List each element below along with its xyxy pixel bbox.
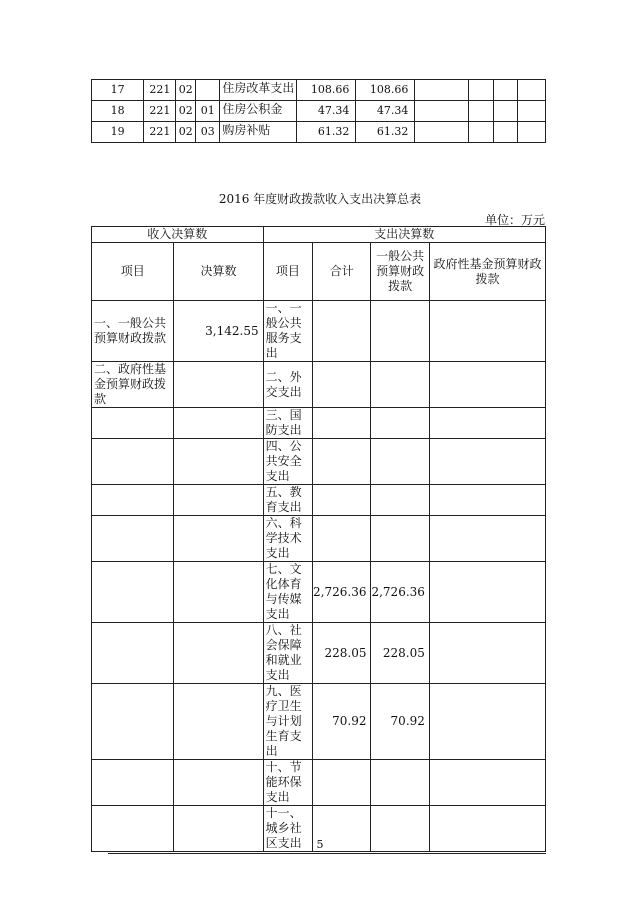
- top-cell-code1: 221: [144, 101, 176, 122]
- cell-total: [313, 362, 371, 408]
- top-cell-empty: [517, 80, 545, 101]
- top-table-row: [92, 80, 546, 101]
- col-amount: 决算数: [174, 243, 263, 301]
- top-cell-item: [220, 80, 297, 101]
- cell-in-amount: [174, 623, 263, 684]
- cell-general: 70.92: [371, 684, 429, 760]
- top-cell-empty: [493, 80, 517, 101]
- cell-in-amount: [174, 684, 263, 760]
- cell-fund: [429, 485, 545, 516]
- income-header: 收入决算数: [92, 227, 264, 243]
- cell-in-amount: [174, 760, 263, 806]
- cell-in-item: [92, 516, 174, 562]
- cell-total: [313, 485, 371, 516]
- main-table-row: [92, 485, 546, 516]
- page-number: 5: [316, 838, 324, 851]
- top-cell-code1: 221: [144, 122, 176, 143]
- cell-general: [371, 760, 429, 806]
- main-table-row: [92, 516, 546, 562]
- top-cell-general: 47.34: [356, 101, 415, 122]
- cell-in-amount: [174, 516, 263, 562]
- cell-general: [371, 516, 429, 562]
- cell-in-item: [92, 760, 174, 806]
- top-cell-general: 108.66: [356, 80, 415, 101]
- top-cell-item: [220, 122, 297, 143]
- table-title: 2016 年度财政拨款收入支出决算总表: [218, 192, 422, 206]
- top-cell-code2: 02: [176, 122, 196, 143]
- cell-in-item: 二、政府性基金预算财政拨款: [92, 362, 174, 408]
- cell-fund: [429, 439, 545, 485]
- cell-total: [313, 301, 371, 362]
- cell-total: [313, 760, 371, 806]
- col-exp-item: 项目: [263, 243, 312, 301]
- top-budget-table: [91, 79, 546, 143]
- top-cell-empty: [493, 101, 517, 122]
- cell-in-item: 一、一般公共预算财政拨款: [92, 301, 174, 362]
- top-cell-code3: 01: [196, 101, 220, 122]
- top-cell-empty: [469, 101, 493, 122]
- top-cell-no: 19: [92, 122, 144, 143]
- top-cell-empty: [469, 80, 493, 101]
- cell-general: 228.05: [371, 623, 429, 684]
- top-cell-total: 61.32: [297, 122, 356, 143]
- main-table-row: [92, 562, 546, 623]
- footer-rule: [108, 853, 546, 854]
- cell-general: [371, 485, 429, 516]
- cell-in-item: [92, 562, 174, 623]
- cell-in-amount: 3,142.55: [174, 301, 263, 362]
- fiscal-summary-table: [91, 226, 546, 852]
- expense-header: 支出决算数: [263, 227, 545, 243]
- cell-exp-item: 三、国防支出: [263, 408, 312, 439]
- main-table-row: [92, 408, 546, 439]
- cell-fund: [429, 562, 545, 623]
- cell-general: [371, 362, 429, 408]
- top-cell-code1: 221: [144, 80, 176, 101]
- cell-exp-item: 十一、城乡社区支出: [263, 806, 312, 852]
- top-cell-total: 47.34: [297, 101, 356, 122]
- cell-fund: [429, 301, 545, 362]
- cell-in-amount: [174, 439, 263, 485]
- top-cell-no: 18: [92, 101, 144, 122]
- cell-in-item: [92, 623, 174, 684]
- cell-general: [371, 439, 429, 485]
- top-cell-empty: [415, 80, 469, 101]
- top-cell-code3: 03: [196, 122, 220, 143]
- cell-total: [313, 516, 371, 562]
- main-table-row: [92, 301, 546, 362]
- cell-exp-item: 六、科学技术支出: [263, 516, 312, 562]
- cell-general: [371, 301, 429, 362]
- cell-in-item: [92, 439, 174, 485]
- cell-fund: [429, 760, 545, 806]
- cell-fund: [429, 362, 545, 408]
- cell-exp-item: 八、社会保障和就业支出: [263, 623, 312, 684]
- cell-in-amount: [174, 485, 263, 516]
- main-table-row: [92, 623, 546, 684]
- top-cell-total: 108.66: [297, 80, 356, 101]
- cell-exp-item: 十、节能环保支出: [263, 760, 312, 806]
- top-cell-general: 61.32: [356, 122, 415, 143]
- cell-in-amount: [174, 408, 263, 439]
- cell-exp-item: 七、文化体育与传媒支出: [263, 562, 312, 623]
- top-cell-empty: [469, 122, 493, 143]
- col-item: 项目: [92, 243, 174, 301]
- col-total: 合计: [313, 243, 371, 301]
- top-cell-item-text: 住房改革支出: [222, 81, 295, 95]
- main-table-row: [92, 760, 546, 806]
- main-table-row: [92, 362, 546, 408]
- top-cell-empty: [517, 122, 545, 143]
- main-table-row: [92, 439, 546, 485]
- top-cell-code2: 02: [176, 80, 196, 101]
- top-cell-empty: [493, 122, 517, 143]
- col-fund: 政府性基金预算财政拨款: [429, 243, 545, 301]
- cell-in-amount: [174, 362, 263, 408]
- top-table-row: [92, 122, 546, 143]
- cell-in-item: [92, 684, 174, 760]
- cell-in-amount: [174, 562, 263, 623]
- top-cell-item-text: 住房公积金: [222, 102, 283, 116]
- cell-in-item: [92, 408, 174, 439]
- cell-fund: [429, 623, 545, 684]
- unit-label: 单位：万元: [484, 213, 545, 227]
- cell-exp-item: 五、教育支出: [263, 485, 312, 516]
- cell-general: 2,726.36: [371, 562, 429, 623]
- cell-exp-item: 九、医疗卫生与计划生育支出: [263, 684, 312, 760]
- top-cell-item: [220, 101, 297, 122]
- cell-exp-item: 四、公共安全支出: [263, 439, 312, 485]
- cell-total: [313, 439, 371, 485]
- main-table-row: [92, 684, 546, 760]
- top-cell-no: 17: [92, 80, 144, 101]
- top-cell-empty: [517, 101, 545, 122]
- cell-general: [371, 408, 429, 439]
- cell-fund: [429, 516, 545, 562]
- top-cell-code3: [196, 80, 220, 101]
- cell-total: 228.05: [313, 623, 371, 684]
- cell-total: [313, 408, 371, 439]
- cell-exp-item: 一、一般公共服务支出: [263, 301, 312, 362]
- top-cell-item-text: 购房补贴: [222, 123, 271, 137]
- top-cell-empty: [415, 101, 469, 122]
- col-general: 一般公共预算财政拨款: [371, 243, 429, 301]
- cell-exp-item: 二、外交支出: [263, 362, 312, 408]
- cell-fund: [429, 684, 545, 760]
- cell-in-item: [92, 485, 174, 516]
- cell-total: 70.92: [313, 684, 371, 760]
- top-table-row: [92, 101, 546, 122]
- top-cell-empty: [415, 122, 469, 143]
- top-cell-code2: 02: [176, 101, 196, 122]
- cell-fund: [429, 408, 545, 439]
- cell-total: 2,726.36: [313, 562, 371, 623]
